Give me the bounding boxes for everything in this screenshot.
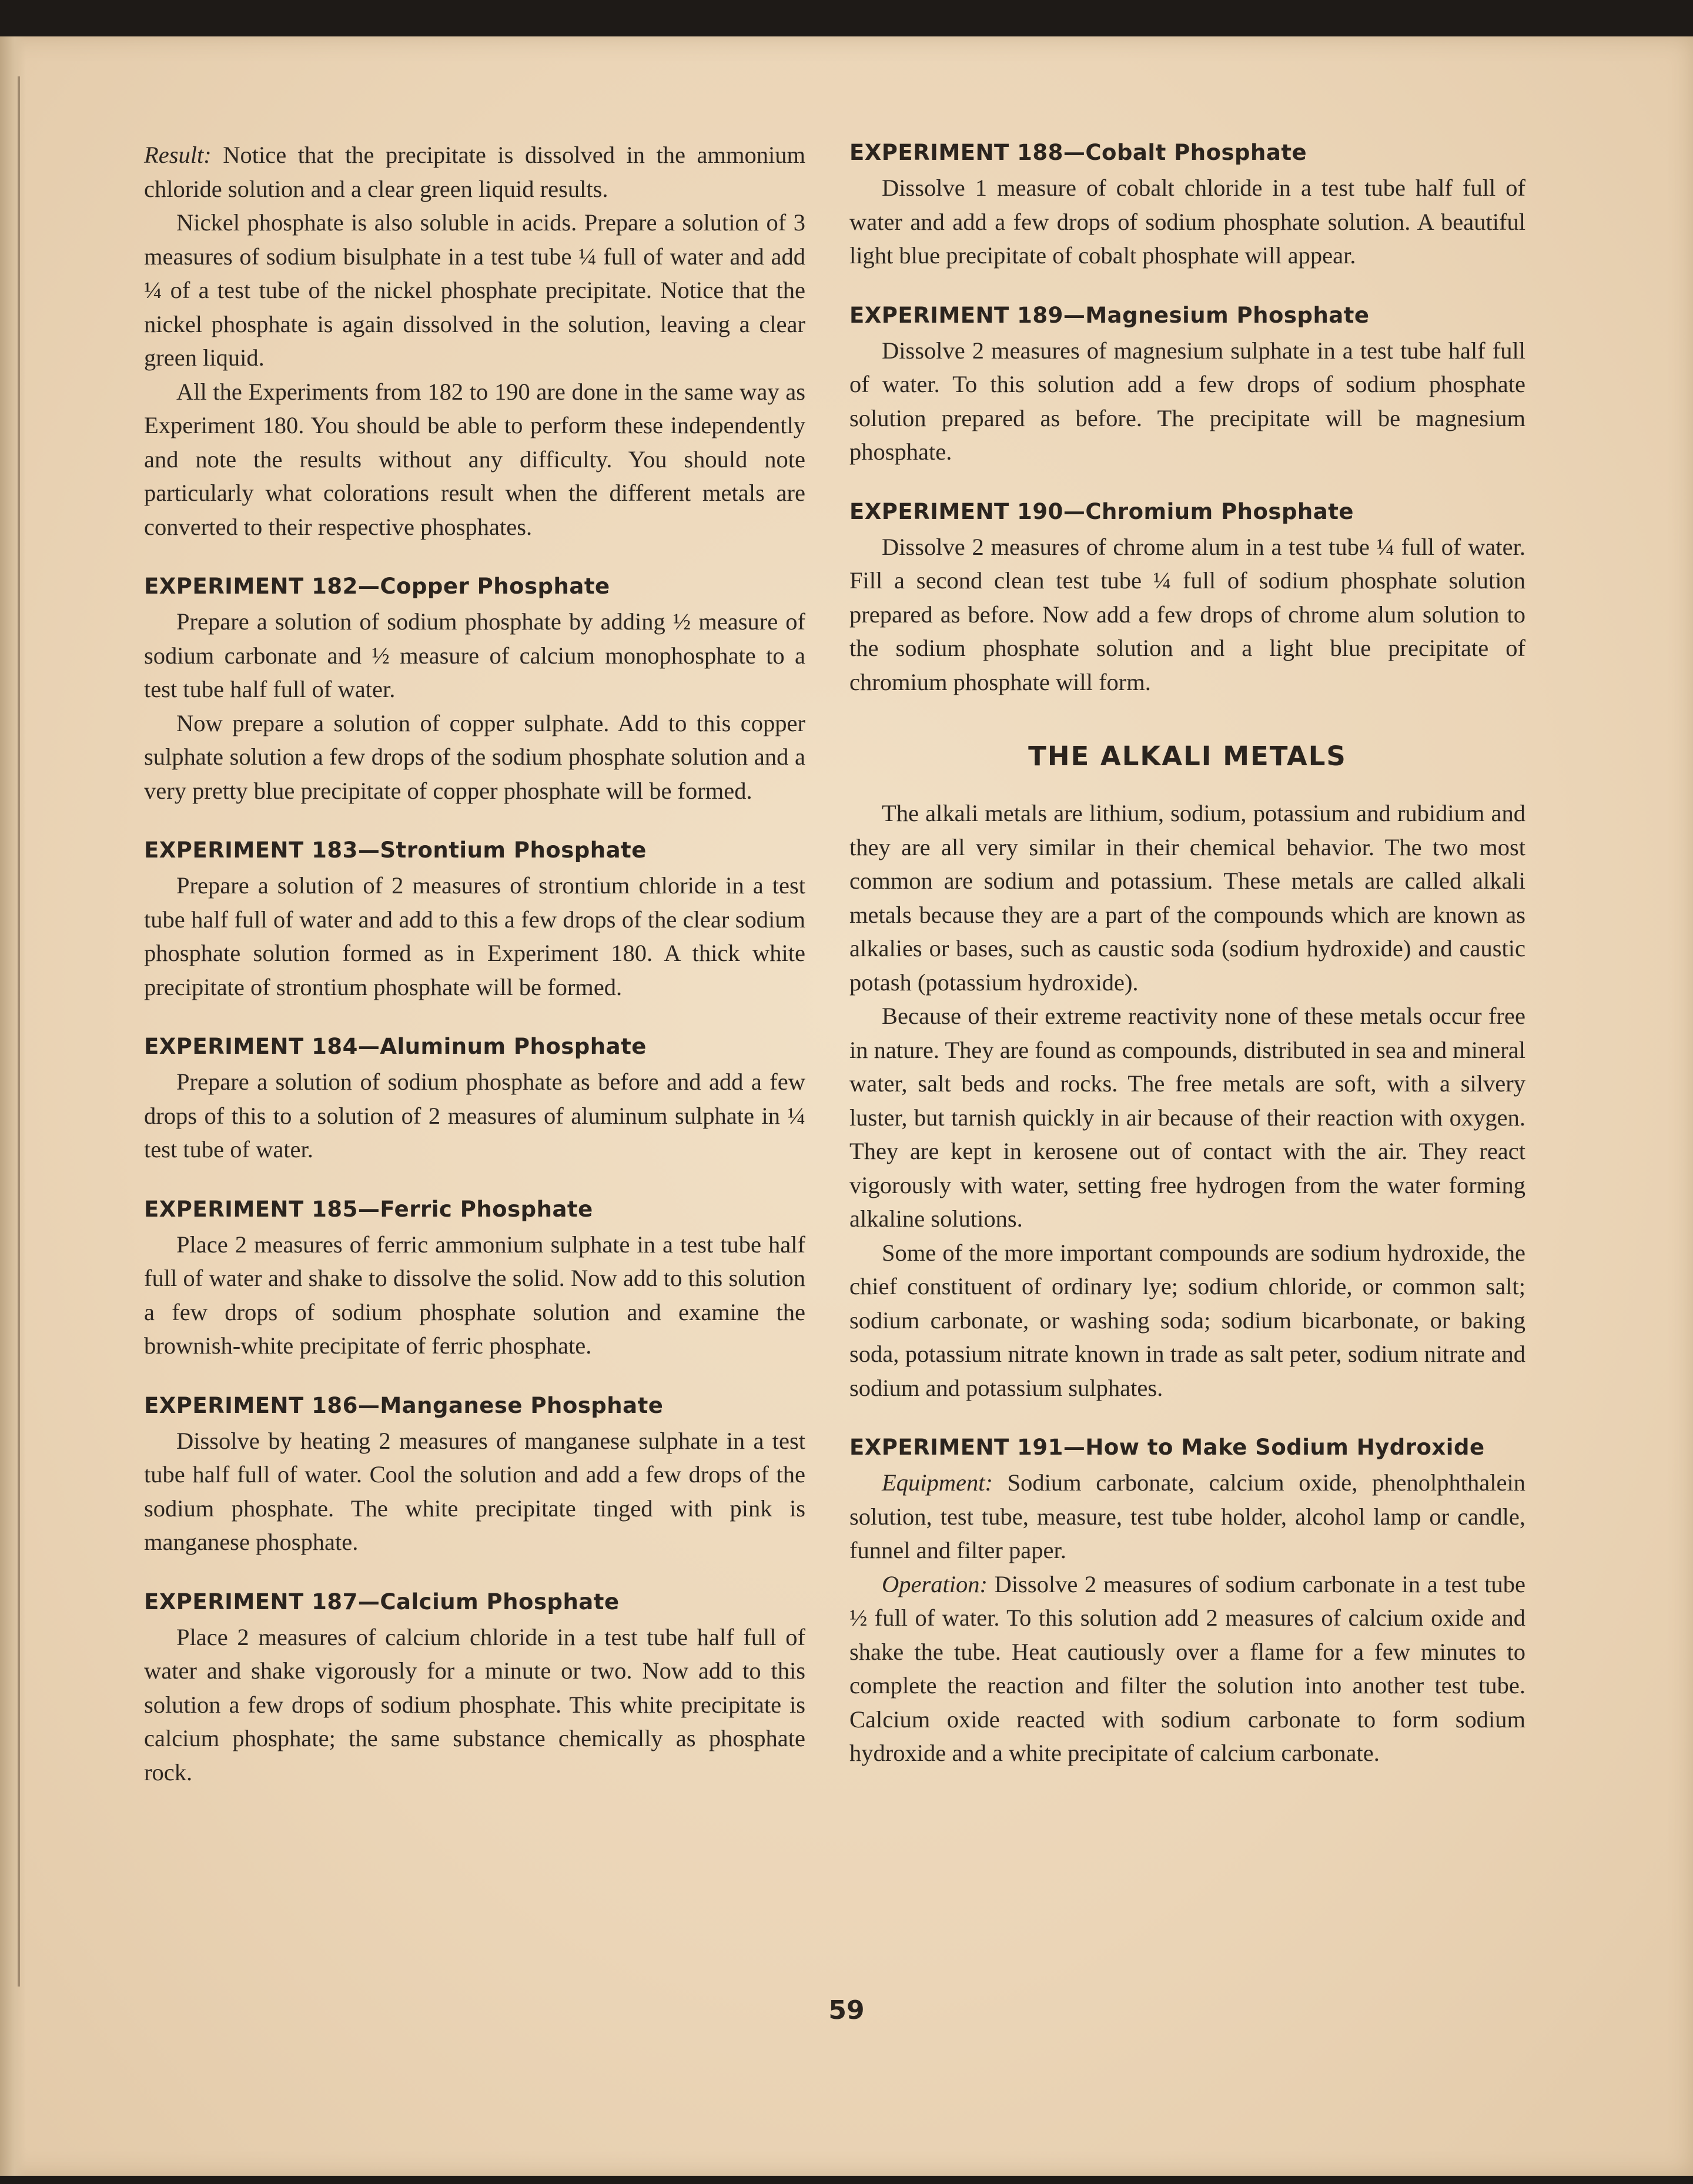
experiment-187-heading: EXPERIMENT 187—Calcium Phosphate (144, 1589, 620, 1614)
binding-crease (18, 76, 20, 1987)
experiments-intro-paragraph: All the Experiments from 182 to 190 are done in the same way as Experiment 180. You should be able to perform these independently and note the results without any difficulty. You should note particularly what colorations result when the different metals are converted to their respective phosphates. (144, 378, 805, 540)
left-column (144, 138, 805, 1789)
experiment-191-operation (849, 1567, 1525, 1770)
experiment-186-paragraph: Dissolve by heating 2 measures of manganese sulphate in a test tube half full of water. Cool the solution and add a few drops of the sodium phosphate. The white precipitate tinged with pink is manganese phosphate. (144, 1427, 805, 1555)
equipment-text: Sodium carbonate, calcium oxide, phenolphthalein solution, test tube, measure, test tube holder, alcohol lamp or candle, funnel and filter paper. (849, 1469, 1525, 1563)
result-paragraph (144, 138, 805, 206)
result-text: Notice that the precipitate is dissolved in the ammonium chloride solution and a clear green liquid results. (144, 142, 805, 202)
experiment-184-paragraph: Prepare a solution of sodium phosphate as before and add a few drops of this to a solution of 2 measures of aluminum sulphate in ¼ test tube of water. (144, 1068, 805, 1163)
experiment-184-heading: EXPERIMENT 184—Aluminum Phosphate (144, 1034, 647, 1059)
section-title-alkali-metals: THE ALKALI METALS (1028, 741, 1347, 772)
page-binding-edge (0, 36, 26, 2176)
alkali-paragraph-1: The alkali metals are lithium, sodium, potassium and rubidium and they are all very similar in their chemical behavior. The two most common are sodium and potassium. These metals are called alkali metals because they are a part of the compounds which are known as alkalies or bases, such as caustic soda (sodium hydroxide) and caustic potash (potassium hydroxide). (849, 800, 1525, 996)
nickel-paragraph: Nickel phosphate is also soluble in acids. Prepare a solution of 3 measures of sodium bisulphate in a test tube ¼ full of water and add ¼ of a test tube of the nickel phosphate precipitate. Notice that the nickel phosphate is again dissolved in the solution, leaving a clear green liquid. (144, 209, 805, 371)
equipment-label: Equipment: (882, 1469, 993, 1496)
experiment-182-paragraph-1: Prepare a solution of sodium phosphate by adding ½ measure of sodium carbonate and ½ measure of calcium monophosphate to a test tube half full of water. (144, 608, 805, 702)
experiment-185-heading: EXPERIMENT 185—Ferric Phosphate (144, 1196, 593, 1222)
experiment-190-paragraph: Dissolve 2 measures of chrome alum in a test tube ¼ full of water. Fill a second clean test tube ¼ full of sodium phosphate solution prepared as before. Now add a few drops of chrome alum solution to the sodium phosphate solution and a light blue precipitate of chromium phosphate will form. (849, 533, 1525, 695)
experiment-182-paragraph-2: Now prepare a solution of copper sulphate. Add to this copper sulphate solution a few drops of the sodium phosphate solution and a very pretty blue precipitate of copper phosphate will be formed. (144, 709, 805, 804)
experiment-191-heading: EXPERIMENT 191—How to Make Sodium Hydroxide (849, 1435, 1485, 1460)
operation-label: Operation: (882, 1570, 988, 1597)
experiment-182-heading: EXPERIMENT 182—Copper Phosphate (144, 574, 610, 599)
experiment-188-heading: EXPERIMENT 188—Cobalt Phosphate (849, 140, 1307, 165)
experiment-191-equipment (849, 1466, 1525, 1567)
alkali-paragraph-2: Because of their extreme reactivity none of these metals occur free in nature. They are found as compounds, distributed in sea and mineral water, salt beds and rocks. The free metals are soft, with a silvery luster, but tarnish quickly in air because of their reaction with oxygen. They are kept in kerosene out of contact with the air. They react vigorously with water, setting free hydrogen from the water forming alkaline solutions. (849, 1003, 1525, 1232)
experiment-185-paragraph: Place 2 measures of ferric ammonium sulphate in a test tube half full of water and shake to dissolve the solid. Now add to this solution a few drops of sodium phosphate solution and examine the brownish-white precipitate of ferric phosphate. (144, 1231, 805, 1359)
operation-text: Dissolve 2 measures of sodium carbonate in a test tube ½ full of water. To this solution add 2 measures of calcium oxide and shake the tube. Heat cautiously over a flame for a few minutes to complete the reaction and filter the solution into another test tube. Calcium oxide reacted with sodium carbonate to form sodium hydroxide and a white precipitate of calcium carbonate. (849, 1570, 1525, 1766)
page-number: 59 (828, 1995, 865, 2025)
experiment-190-heading: EXPERIMENT 190—Chromium Phosphate (849, 498, 1354, 524)
experiment-188-paragraph: Dissolve 1 measure of cobalt chloride in a test tube half full of water and add a few drops of sodium phosphate solution. A beautiful light blue precipitate of cobalt phosphate will appear. (849, 175, 1525, 269)
experiment-183-paragraph: Prepare a solution of 2 measures of strontium chloride in a test tube half full of water and add to this a few drops of the clear sodium phosphate solution formed as in Experiment 180. A thick white precipitate of strontium phosphate will be formed. (144, 872, 805, 1000)
right-column (849, 138, 1525, 1770)
experiment-187-paragraph: Place 2 measures of calcium chloride in a test tube half full of water and shake vigorously for a minute or two. Now add to this solution a few drops of sodium phosphate. This white precipitate is calcium phosphate; the same substance chemically as phosphate rock. (144, 1623, 805, 1786)
experiment-189-heading: EXPERIMENT 189—Magnesium Phosphate (849, 302, 1370, 328)
experiment-189-paragraph: Dissolve 2 measures of magnesium sulphate in a test tube half full of water. To this solution add a few drops of sodium phosphate solution prepared as before. The precipitate will be magnesium phosphate. (849, 337, 1525, 465)
result-label: Result: (144, 142, 212, 168)
experiment-186-heading: EXPERIMENT 186—Manganese Phosphate (144, 1392, 664, 1418)
alkali-paragraph-3: Some of the more important compounds are sodium hydroxide, the chief constituent of ordinary lye; sodium chloride, or common salt; sodium carbonate, or washing soda; sodium bicarbonate, or baking soda, potassium nitrate known in trade as salt peter, sodium nitrate and sodium and potassium sulphates. (849, 1239, 1525, 1401)
experiment-183-heading: EXPERIMENT 183—Strontium Phosphate (144, 838, 647, 863)
